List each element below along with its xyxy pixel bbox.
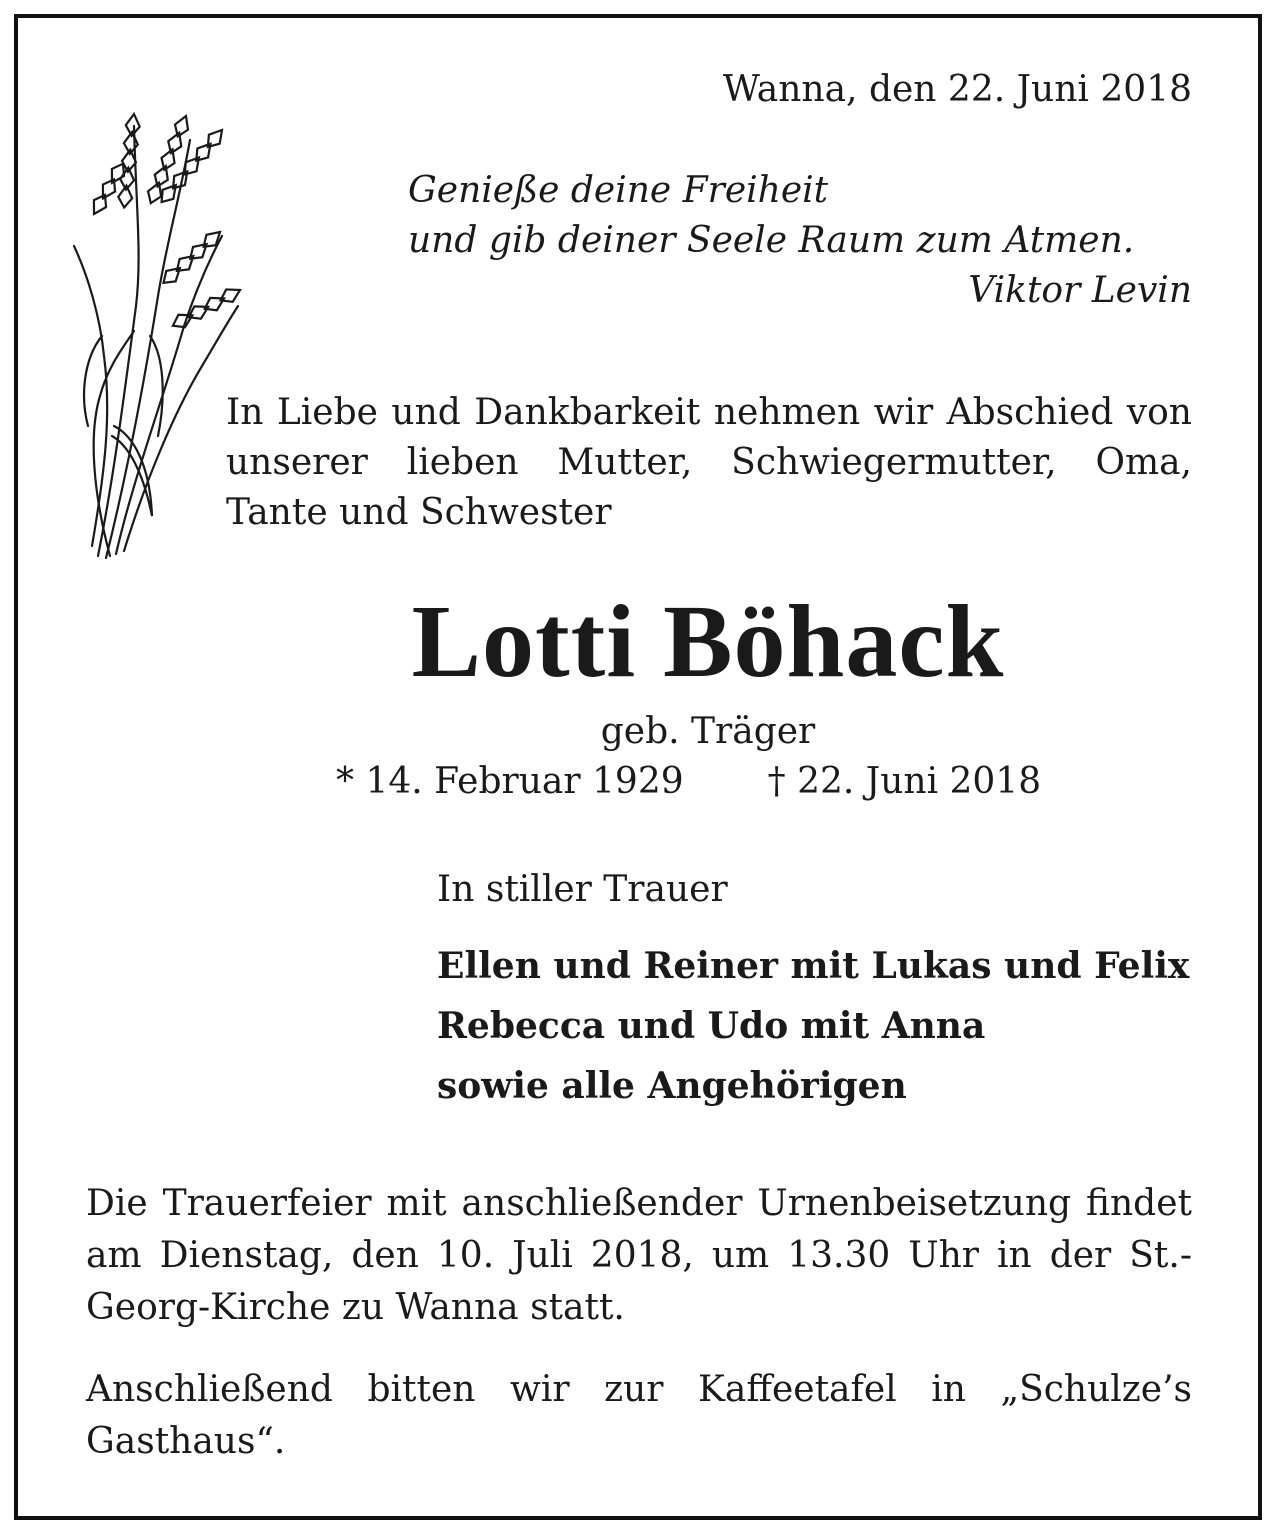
quote-line-1: Genieße deine Freiheit — [408, 170, 829, 211]
wheat-ears-icon — [54, 96, 254, 566]
life-dates — [336, 758, 1041, 806]
mourner-line: Ellen und Reiner mit Lukas und Felix — [437, 945, 1190, 987]
reception-details: Anschließend bitten wir zur Kaffeetafel in „Schulze’s Gasthaus“. — [86, 1369, 1192, 1462]
farewell-intro: In Liebe und Dankbarkeit nehmen wir Abschied von unserer lieben Mutter, Schwiegermutter, Oma, Tante und Schwester — [226, 392, 1192, 533]
quote-line-2: und gib deiner Seele Raum zum Atmen. — [408, 220, 1135, 261]
death-date: † 22. Juni 2018 — [767, 761, 1042, 802]
birth-name: geb. Träger — [600, 711, 816, 752]
date-line: Wanna, den 22. Juni 2018 — [722, 69, 1192, 110]
birth-date: * 14. Februar 1929 — [336, 761, 684, 802]
ceremony-details: Die Trauerfeier mit anschließender Urnenbeisetzung findet am Dienstag, den 10. Juli 2018, um 13.30 Uhr in der St.-Georg-Kirche zu Wanna statt. — [86, 1183, 1192, 1328]
mourning-intro: In stiller Trauer — [437, 869, 728, 910]
mourner-line: sowie alle Angehörigen — [437, 1065, 907, 1107]
mourners-list — [437, 936, 1189, 1116]
memorial-quote — [408, 166, 1192, 316]
quote-author: Viktor Levin — [968, 270, 1192, 311]
mourner-line: Rebecca und Udo mit Anna — [437, 1005, 986, 1047]
deceased-name: Lotti Böhack — [411, 584, 1005, 699]
